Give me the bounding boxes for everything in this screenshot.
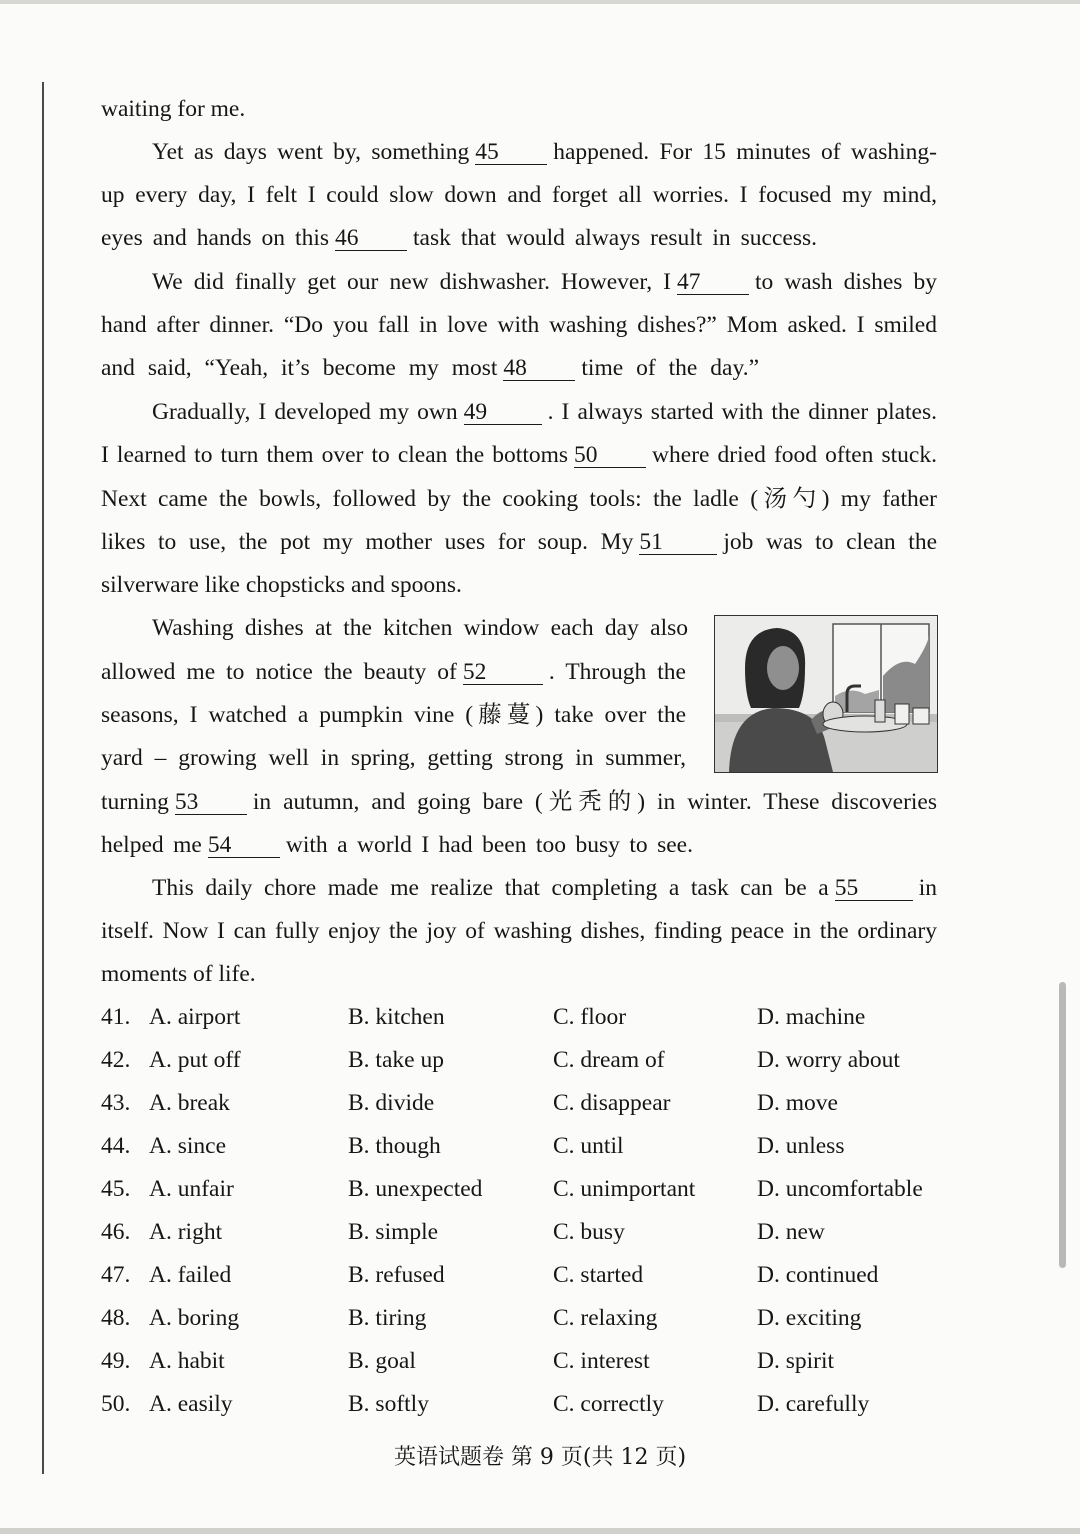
woman-washing-dishes-image (715, 616, 937, 772)
blank-46: 46 (335, 226, 407, 251)
option-b: B. kitchen (348, 1004, 445, 1030)
blank-52: 52 (463, 660, 543, 685)
passage-line-8: Gradually, I developed my own 49 . I always started with the dinner plates. (152, 399, 938, 425)
blank-51: 51 (639, 530, 717, 555)
option-b: B. simple (348, 1219, 439, 1245)
option-a: A. habit (149, 1348, 225, 1374)
option-d: D. worry about (757, 1047, 900, 1073)
blank-53: 53 (175, 790, 247, 815)
option-c: C. unimportant (553, 1176, 696, 1202)
option-c: C. interest (553, 1348, 650, 1374)
passage-line-6: hand after dinner. “Do you fall in love with washing dishes?” Mom asked. I smiled (101, 312, 937, 338)
option-d: D. spirit (757, 1348, 835, 1374)
passage-line-7: and said, “Yeah, it’s become my most 48 time of the day.” (101, 355, 760, 381)
question-45 (101, 1173, 941, 1205)
passage-line-15: seasons, I watched a pumpkin vine (藤蔓) take over the (101, 702, 686, 728)
option-c: C. correctly (553, 1391, 664, 1417)
question-number: 49. (101, 1348, 131, 1374)
option-c: C. busy (553, 1219, 625, 1245)
option-c: C. dream of (553, 1047, 665, 1073)
option-c: C. relaxing (553, 1305, 658, 1331)
passage-line-2: Yet as days went by, something 45 happened. For 15 minutes of washing- (152, 139, 937, 165)
option-d: D. carefully (757, 1391, 870, 1417)
option-a: A. break (149, 1090, 230, 1116)
passage-line-4: eyes and hands on this 46 task that would always result in success. (101, 225, 817, 251)
question-number: 43. (101, 1090, 131, 1116)
option-b: B. unexpected (348, 1176, 483, 1202)
question-number: 44. (101, 1133, 131, 1159)
blank-54: 54 (208, 833, 280, 858)
question-47 (101, 1259, 941, 1291)
question-41 (101, 1001, 941, 1033)
passage-line-11: likes to use, the pot my mother uses for soup. My 51 job was to clean the (101, 529, 937, 555)
option-a: A. airport (149, 1004, 241, 1030)
passage-line-17: turning 53 in autumn, and going bare (光秃的) in winter. These discoveries (101, 789, 937, 815)
option-b: B. refused (348, 1262, 445, 1288)
passage-line-3: up every day, I felt I could slow down and forget all worries. I focused my mind, (101, 182, 937, 208)
option-a: A. right (149, 1219, 223, 1245)
question-number: 48. (101, 1305, 131, 1331)
option-b: B. divide (348, 1090, 435, 1116)
scrollbar-thumb[interactable] (1059, 982, 1066, 1268)
question-49 (101, 1345, 941, 1377)
option-a: A. put off (149, 1047, 241, 1073)
option-c: C. until (553, 1133, 624, 1159)
page-top-edge (0, 0, 1080, 4)
option-a: A. unfair (149, 1176, 234, 1202)
question-46 (101, 1216, 941, 1248)
question-number: 45. (101, 1176, 131, 1202)
question-number: 47. (101, 1262, 131, 1288)
margin-rule (42, 82, 44, 1474)
passage-line-16: yard – growing well in spring, getting strong in summer, (101, 745, 686, 771)
option-b: B. though (348, 1133, 441, 1159)
blank-49: 49 (464, 400, 542, 425)
option-c: C. started (553, 1262, 644, 1288)
option-d: D. exciting (757, 1305, 862, 1331)
question-number: 41. (101, 1004, 131, 1030)
passage-line-19: This daily chore made me realize that completing a task can be a 55 in (152, 875, 937, 901)
passage-line-21: moments of life. (101, 961, 256, 987)
question-50 (101, 1388, 941, 1420)
question-48 (101, 1302, 941, 1334)
question-number: 46. (101, 1219, 131, 1245)
option-a: A. failed (149, 1262, 232, 1288)
dishwashing-illustration (714, 615, 938, 773)
question-44 (101, 1130, 941, 1162)
passage-line-1: waiting for me. (101, 96, 246, 122)
passage-line-13: Washing dishes at the kitchen window each day also (152, 615, 688, 641)
blank-47: 47 (677, 270, 749, 295)
blank-45: 45 (475, 140, 547, 165)
question-42 (101, 1044, 941, 1076)
question-43 (101, 1087, 941, 1119)
option-d: D. machine (757, 1004, 866, 1030)
question-number: 50. (101, 1391, 131, 1417)
blank-55: 55 (835, 876, 913, 901)
option-c: C. floor (553, 1004, 627, 1030)
blank-48: 48 (503, 356, 575, 381)
option-b: B. take up (348, 1047, 444, 1073)
option-d: D. move (757, 1090, 838, 1116)
option-b: B. goal (348, 1348, 416, 1374)
option-b: B. tiring (348, 1305, 427, 1331)
option-b: B. softly (348, 1391, 429, 1417)
option-a: A. since (149, 1133, 227, 1159)
passage-line-14: allowed me to notice the beauty of 52 . Through the (101, 659, 686, 685)
option-d: D. uncomfortable (757, 1176, 923, 1202)
passage-line-10: Next came the bowls, followed by the cooking tools: the ladle (汤勺) my father (101, 486, 937, 512)
passage-line-5: We did finally get our new dishwasher. However, I 47 to wash dishes by (152, 269, 937, 295)
option-d: D. unless (757, 1133, 845, 1159)
page-footer: 英语试题卷 第 9 页(共 12 页) (393, 1445, 687, 1470)
option-c: C. disappear (553, 1090, 671, 1116)
question-number: 42. (101, 1047, 131, 1073)
passage-line-18: helped me 54 with a world I had been too busy to see. (101, 832, 693, 858)
option-d: D. new (757, 1219, 825, 1245)
page-bottom-edge (0, 1528, 1080, 1534)
option-a: A. easily (149, 1391, 233, 1417)
passage-line-9: I learned to turn them over to clean the bottoms 50 where dried food often stuck. (101, 442, 937, 468)
passage-line-12: silverware like chopsticks and spoons. (101, 572, 462, 598)
option-d: D. continued (757, 1262, 879, 1288)
blank-50: 50 (574, 443, 646, 468)
passage-line-20: itself. Now I can fully enjoy the joy of washing dishes, finding peace in the ordinary (101, 918, 937, 944)
option-a: A. boring (149, 1305, 240, 1331)
